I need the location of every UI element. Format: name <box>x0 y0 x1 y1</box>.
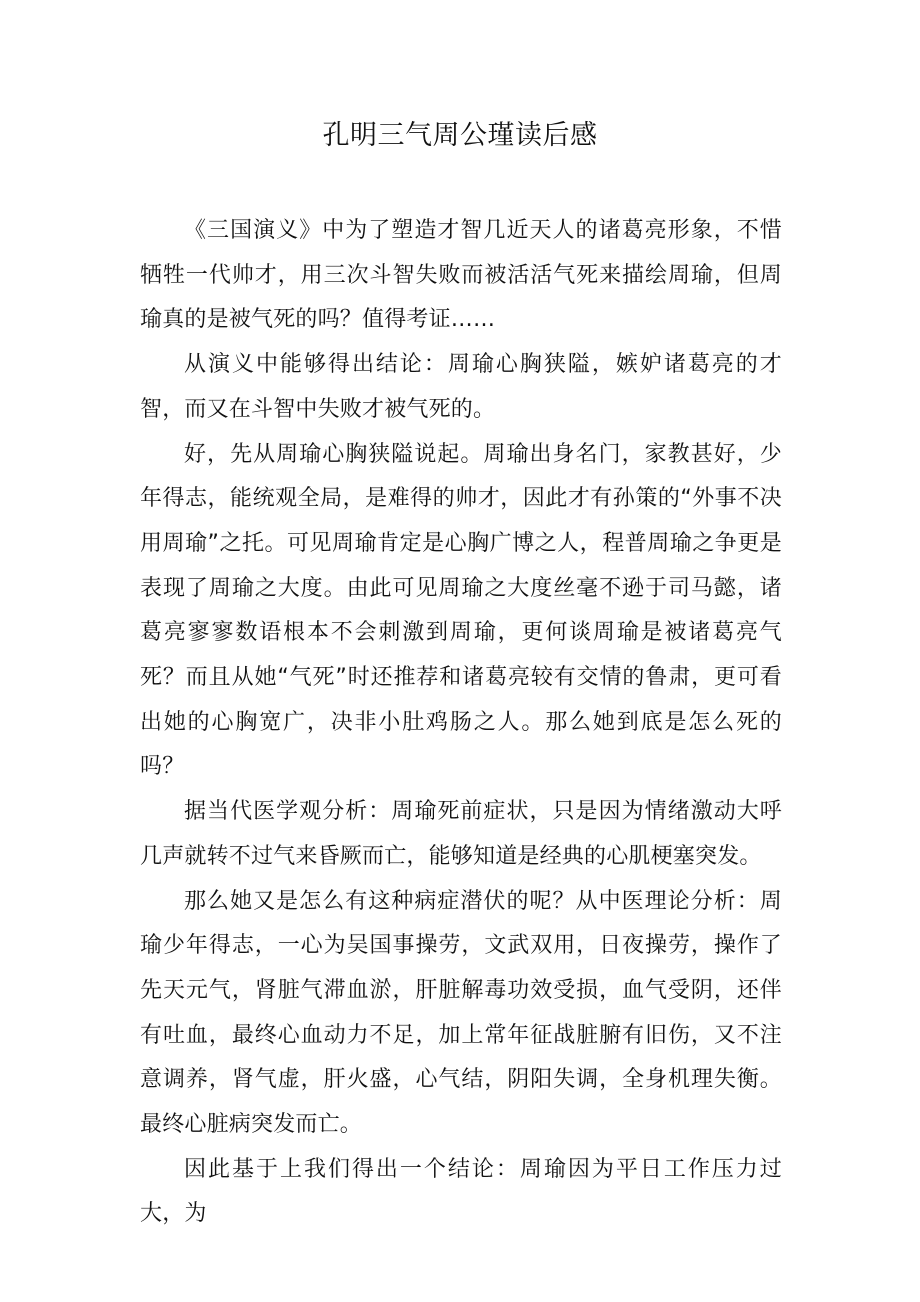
page-title: 孔明三气周公瑾读后感 <box>322 120 598 151</box>
paragraph: 据当代医学观分析：周瑜死前症状，只是因为情绪激动大呼几声就转不过气来昏厥而亡，能够知道是经典的心肌梗塞突发。 <box>140 799 782 869</box>
paragraph: 因此基于上我们得出一个结论：周瑜因为平日工作压力过大，为 <box>140 1156 782 1227</box>
paragraph: 《三国演义》中为了塑造才智几近天人的诸葛亮形象，不惜牺牲一代帅才，用三次斗智失败而被活活气死来描绘周瑜，但周瑜真的是被气死的吗？值得考证…… <box>140 218 782 333</box>
document-body <box>140 209 782 1237</box>
paragraph: 那么她又是怎么有这种病症潜伏的呢？从中医理论分析：周瑜少年得志，一心为吴国事操劳，文武双用，日夜操劳，操作了先天元气，肾脏气滞血淤，肝脏解毒功效受损，血气受阴，还伴有吐血，最终心血动力不足，加上常年征战脏腑有旧伤，又不注意调养，肾气虚，肝火盛，心气结，阴阳失调，全身机理失衡。最终心脏病突发而亡。 <box>140 888 782 1138</box>
paragraph: 好，先从周瑜心胸狭隘说起。周瑜出身名门，家教甚好，少年得志，能统观全局，是难得的帅才，因此才有孙策的“外事不决用周瑜”之托。可见周瑜肯定是心胸广博之人，程普周瑜之争更是表现了周瑜之大度。由此可见周瑜之大度丝毫不逊于司马懿，诸葛亮寥寥数语根本不会刺激到周瑜，更何谈周瑜是被诸葛亮气死？而且从她“气死”时还推荐和诸葛亮较有交情的鲁肃，更可看出她的心胸宽广，决非小肚鸡肠之人。那么她到底是怎么死的吗？ <box>140 441 782 780</box>
paragraph: 从演义中能够得出结论：周瑜心胸狭隘，嫉妒诸葛亮的才智，而又在斗智中失败才被气死的。 <box>140 352 782 422</box>
